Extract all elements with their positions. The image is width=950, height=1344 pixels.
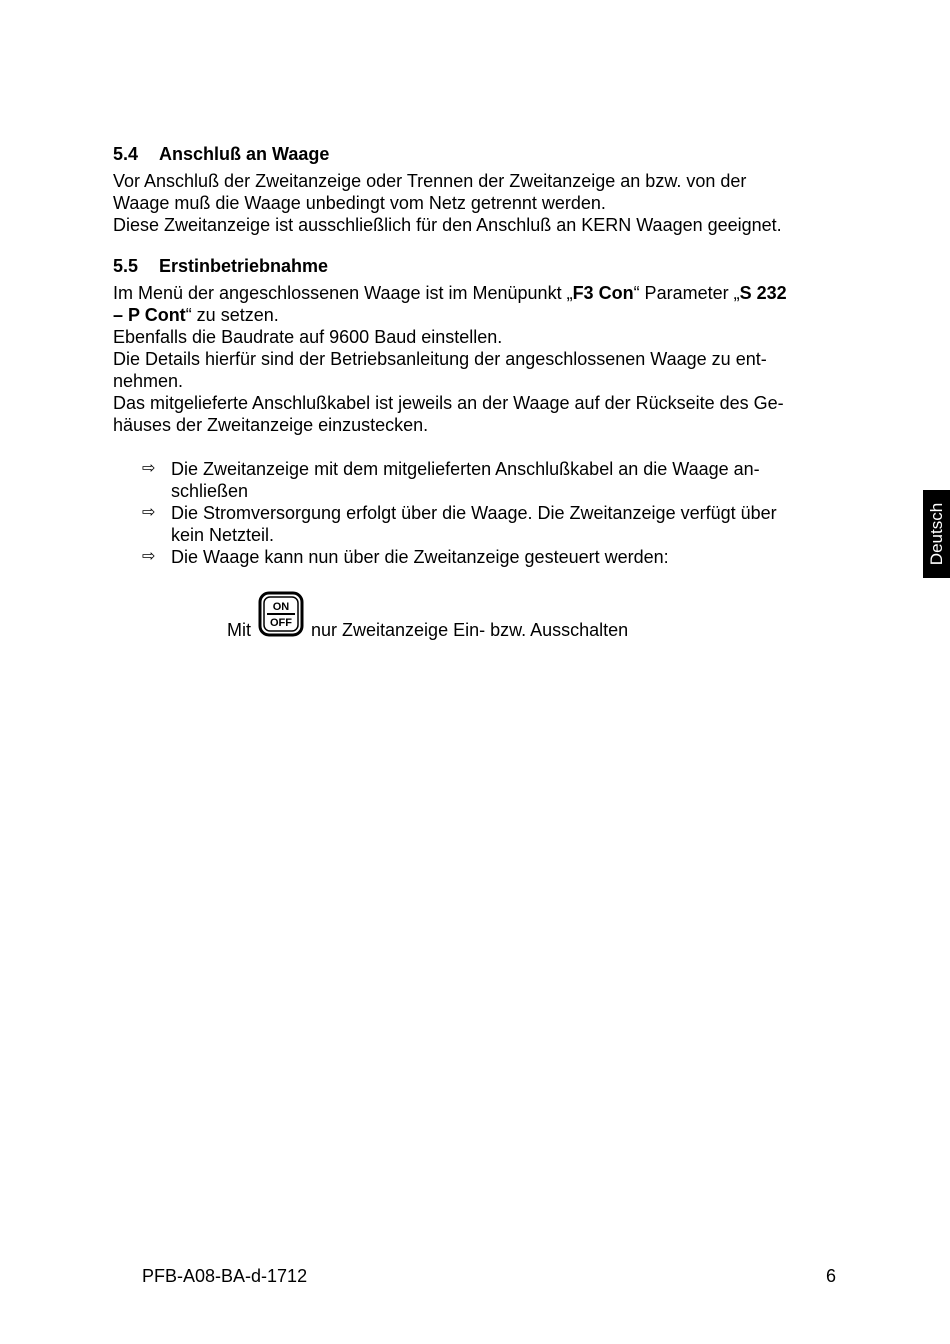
paragraph-line: Das mitgelieferte Anschlußkabel ist jeweils an der Waage auf der Rückseite des Ge- — [113, 393, 784, 413]
paragraph-line: nehmen. — [113, 371, 184, 391]
paragraph-line: Die Details hierfür sind der Betriebsanleitung der angeschlossenen Waage zu ent- — [113, 349, 767, 369]
list-item-line: Die Waage kann nun über die Zweitanzeige gesteuert werden: — [171, 547, 669, 567]
heading-number: 5.4 — [113, 144, 139, 164]
parameter-code: – P Cont — [113, 305, 186, 325]
heading-title: Erstinbetriebnahme — [159, 256, 329, 276]
heading-5-4 — [113, 143, 329, 165]
text-run: “ Parameter „ — [633, 283, 740, 303]
on-off-key-icon — [258, 591, 304, 637]
paragraph-line: Diese Zweitanzeige ist ausschließlich für den Anschluß an KERN Waagen geeignet. — [113, 215, 782, 235]
heading-5-5 — [113, 255, 328, 277]
key-instruction-prefix: Mit — [227, 620, 251, 640]
text-run: Im Menü der angeschlossenen Waage ist im Menüpunkt „ — [113, 283, 573, 303]
footer-doc-id: PFB-A08-BA-d-1712 — [142, 1266, 308, 1286]
key-bottom-label: OFF — [270, 617, 292, 629]
paragraph-line: Vor Anschluß der Zweitanzeige oder Trennen der Zweitanzeige an bzw. von der — [113, 171, 747, 191]
list-item-line: schließen — [171, 481, 249, 501]
paragraph-line: Waage muß die Waage unbedingt vom Netz getrennt werden. — [113, 193, 606, 213]
list-item-line: Die Stromversorgung erfolgt über die Waage. Die Zweitanzeige verfügt über — [171, 503, 777, 523]
footer-page-number: 6 — [826, 1266, 837, 1286]
language-side-tab-label: Deutsch — [926, 502, 946, 566]
menu-item-code: F3 Con — [572, 283, 634, 303]
paragraph-line — [113, 282, 787, 304]
heading-title: Anschluß an Waage — [159, 144, 330, 164]
key-top-label: ON — [272, 601, 290, 613]
paragraph-line: häuses der Zweitanzeige einzustecken. — [113, 415, 429, 435]
arrow-bullet-icon: ⇨ — [142, 548, 156, 565]
arrow-bullet-icon: ⇨ — [142, 460, 156, 477]
heading-number: 5.5 — [113, 256, 139, 276]
list-item-line: kein Netzteil. — [171, 525, 275, 545]
parameter-code: S 232 — [739, 283, 787, 303]
paragraph-line — [113, 304, 279, 326]
key-instruction-suffix: nur Zweitanzeige Ein- bzw. Ausschalten — [311, 620, 629, 640]
paragraph-line: Ebenfalls die Baudrate auf 9600 Baud einstellen. — [113, 327, 503, 347]
text-run: “ zu setzen. — [185, 305, 279, 325]
arrow-bullet-icon: ⇨ — [142, 504, 156, 521]
language-side-tab — [923, 490, 950, 578]
list-item-line: Die Zweitanzeige mit dem mitgelieferten Anschlußkabel an die Waage an- — [171, 459, 760, 479]
